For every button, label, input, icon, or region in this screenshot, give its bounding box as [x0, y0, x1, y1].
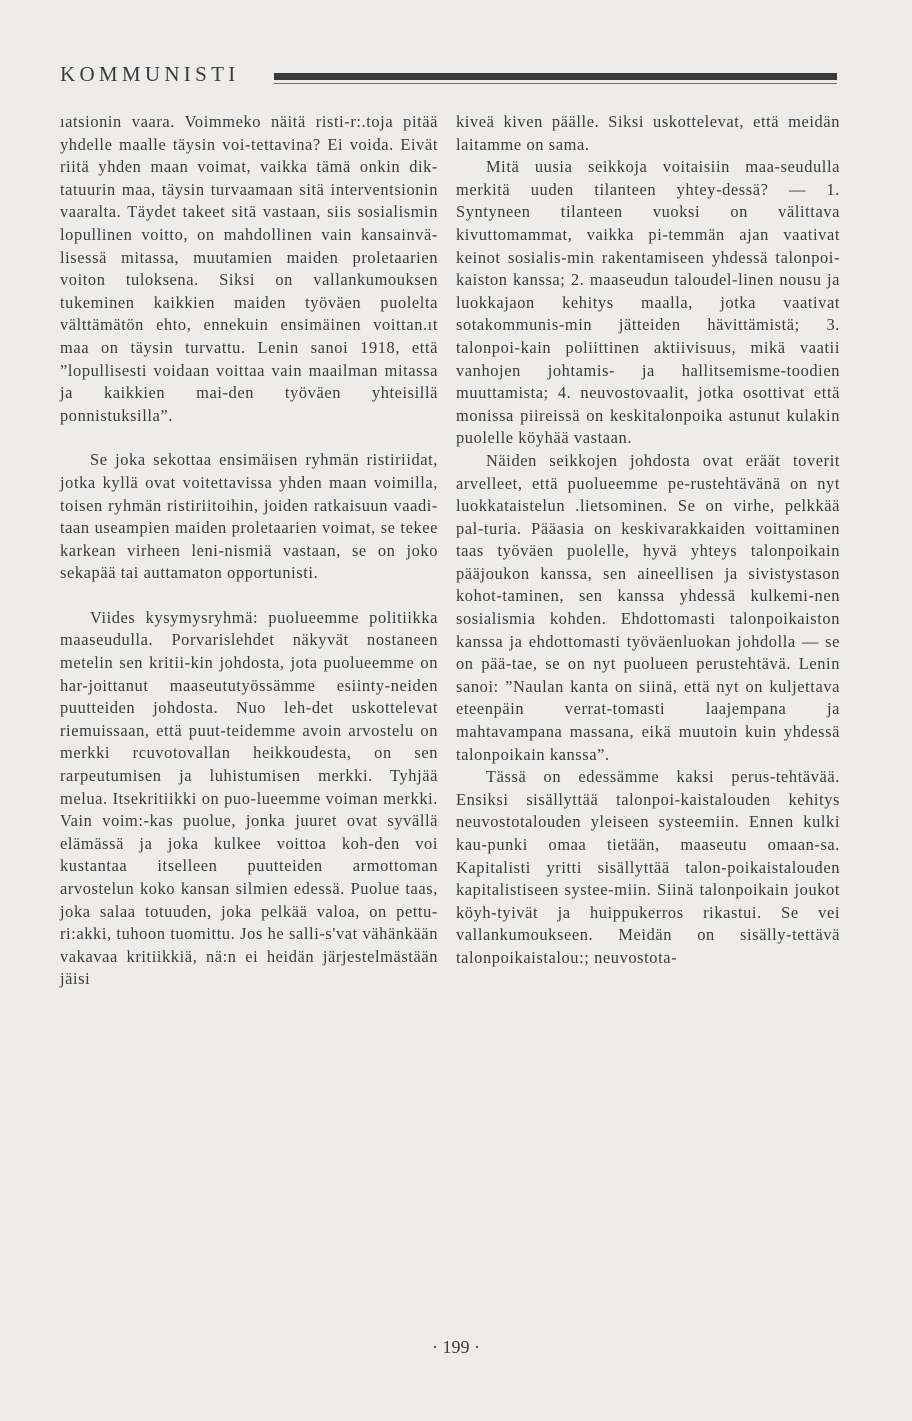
running-title: KOMMUNISTI: [60, 62, 240, 86]
page-header: [60, 62, 840, 92]
paragraph: Se joka sekottaa ensimäisen ryhmän ristiriidat, jotka kyllä ovat voitettavissa yhden maan voimilla, toisen ryhmän ristiriitoihin, joiden ratkaisuun vaadi-taan useampien maiden proletaarien voimat, se tekee karkean virheen leni-nismiä vastaan, se on joko sekapää tai auttamaton opportunisti.: [60, 450, 438, 583]
paragraph: Näiden seikkojen johdosta ovat eräät toverit arvelleet, että puolueemme pe-rustehtävänä on nyt luokkataistelun .lietsominen. Se on virhe, pelkkää pal-turia. Pääasia on keskivarakkaiden voittaminen taas työväen puolelle, hyvä yhteys talonpoikain pääjoukon kanssa, sen aineellisen ja sivistystason kohot-taminen, sen kanssa yhdessä kulkemi-nen sosialismia kohden. Ehdottomasti talonpoikaiston kanssa ja ehdottomasti työväenluokan johdolla — se on pää-tae, se on nyt puolueen perustehtävä. Lenin sanoi: ”Naulan kanta on siinä, että nyt on kuljettava eteenpäin verrat-tomasti laajempana ja mahtavampana massana, eikä muutoin kuin yhdessä talonpoikain kanssa”.: [456, 450, 840, 764]
header-rule: [274, 73, 837, 80]
header-rule-thin: [274, 83, 837, 84]
right-column: [456, 111, 840, 970]
paragraph: Tässä on edessämme kaksi perus-tehtävää. Ensiksi sisällyttää talonpoi-kaistalouden kehitys neuvostotalouden yleiseen systeemiin. Ennen kulki kau-punki omaa tietään, maaseutu omaan-sa. Kapitalisti yritti sisällyttää talon-poikaistalouden kapitalistiseen systee-miin. Siinä talonpoikain joukot köyh-tyivät ja huippukerros rikastui. Se vei vallankumoukseen. Meidän on sisälly-tettävä talonpoikaistalou:; neuvostota-: [456, 767, 840, 967]
paragraph: kiveä kiven päälle. Siksi uskottelevat, että meidän laitamme on sama.: [456, 112, 840, 154]
left-column: [60, 111, 438, 991]
paragraph: Viides kysymysryhmä: puolueemme politiikka maaseudulla. Porvarislehdet näkyvät nostaneen metelin sen kritii-kin johdosta, jota puolueemme on har-joittanut maaseututyössämme esiinty-neiden puutteiden johdosta. Nuo leh-det uskottelevat riemuissaan, että puut-teidemme avoin arvostelu on merkki rcuvotovallan heikkoudesta, on sen rarpeutumisen ja luhistumisen merkki. Tyhjää melua. Itsekritiikki on puo-lueemme voiman merkki. Vain voim:-kas puolue, jonka juuret ovat syvällä elämässä ja joka kulkee voittoa koh-den voi kustantaa itselleen puutteiden armottoman arvostelun koko kansan silmien edessä. Puolue taas, joka salaa totuuden, joka pelkää valoa, on pettu-ri:akki, tuhoon tuomittu. Jos he salli-s'vat vähänkään vakavaa kritiikkiä, nä:n ei heidän järjestelmästään jäisi: [60, 607, 438, 989]
paragraph: ıatsionin vaara. Voimmeko näitä risti-r:.toja pitää yhdelle maalle täysin voi-tettavina? Ei voida. Eivät riitä yhden maan voimat, vaikka tämä onkin dik-tatuurin maa, täysin turvaamaan sitä interventsionin vaaralta. Täydet takeet sitä vastaan, siis sosialismin lopullinen voitto, on mahdollinen vain kansainvä-lisessä mitassa, muutamien maiden proletaarien voiton tuloksena. Siksi on vallankumouksen tukeminen kaikkien maiden työväen puolelta välttämätön ehto, ennekuin ensimäinen voittan.ıt maa on täysin turvattu. Lenin sanoi 1918, että ”lopullisesti voidaan voittaa vain maailman mitassa ja kaikkien mai-den työväen yhteisillä ponnistuksilla”.: [60, 112, 438, 425]
paragraph: Mitä uusia seikkoja voitaisiin maa-seudulla merkitä uuden tilanteen yhtey-dessä? — 1. Syntyneen tilanteen vuoksi on välittava kivuttomammat, vaikka pi-temmän ajan vaativat keinot sosialis-min rakentamiseen yhdessä talonpoi-kaiston kanssa; 2. maaseudun taloudel-linen nousu ja luokkajaon kehitys maalla, jotka vaativat sotakommunis-min jätteiden hävittämistä; 3. talonpoi-kain poliittinen aktiivisuus, mikä vaatii vanhojen johtamis- ja hallitsemisme-toodien muuttamista; 4. neuvostovaalit, jotka osottivat että monissa piireissä on keskitalonpoika astunut kulakin puolelle köyhää vastaan.: [456, 157, 840, 448]
page-number: · 199 ·: [432, 1337, 480, 1357]
